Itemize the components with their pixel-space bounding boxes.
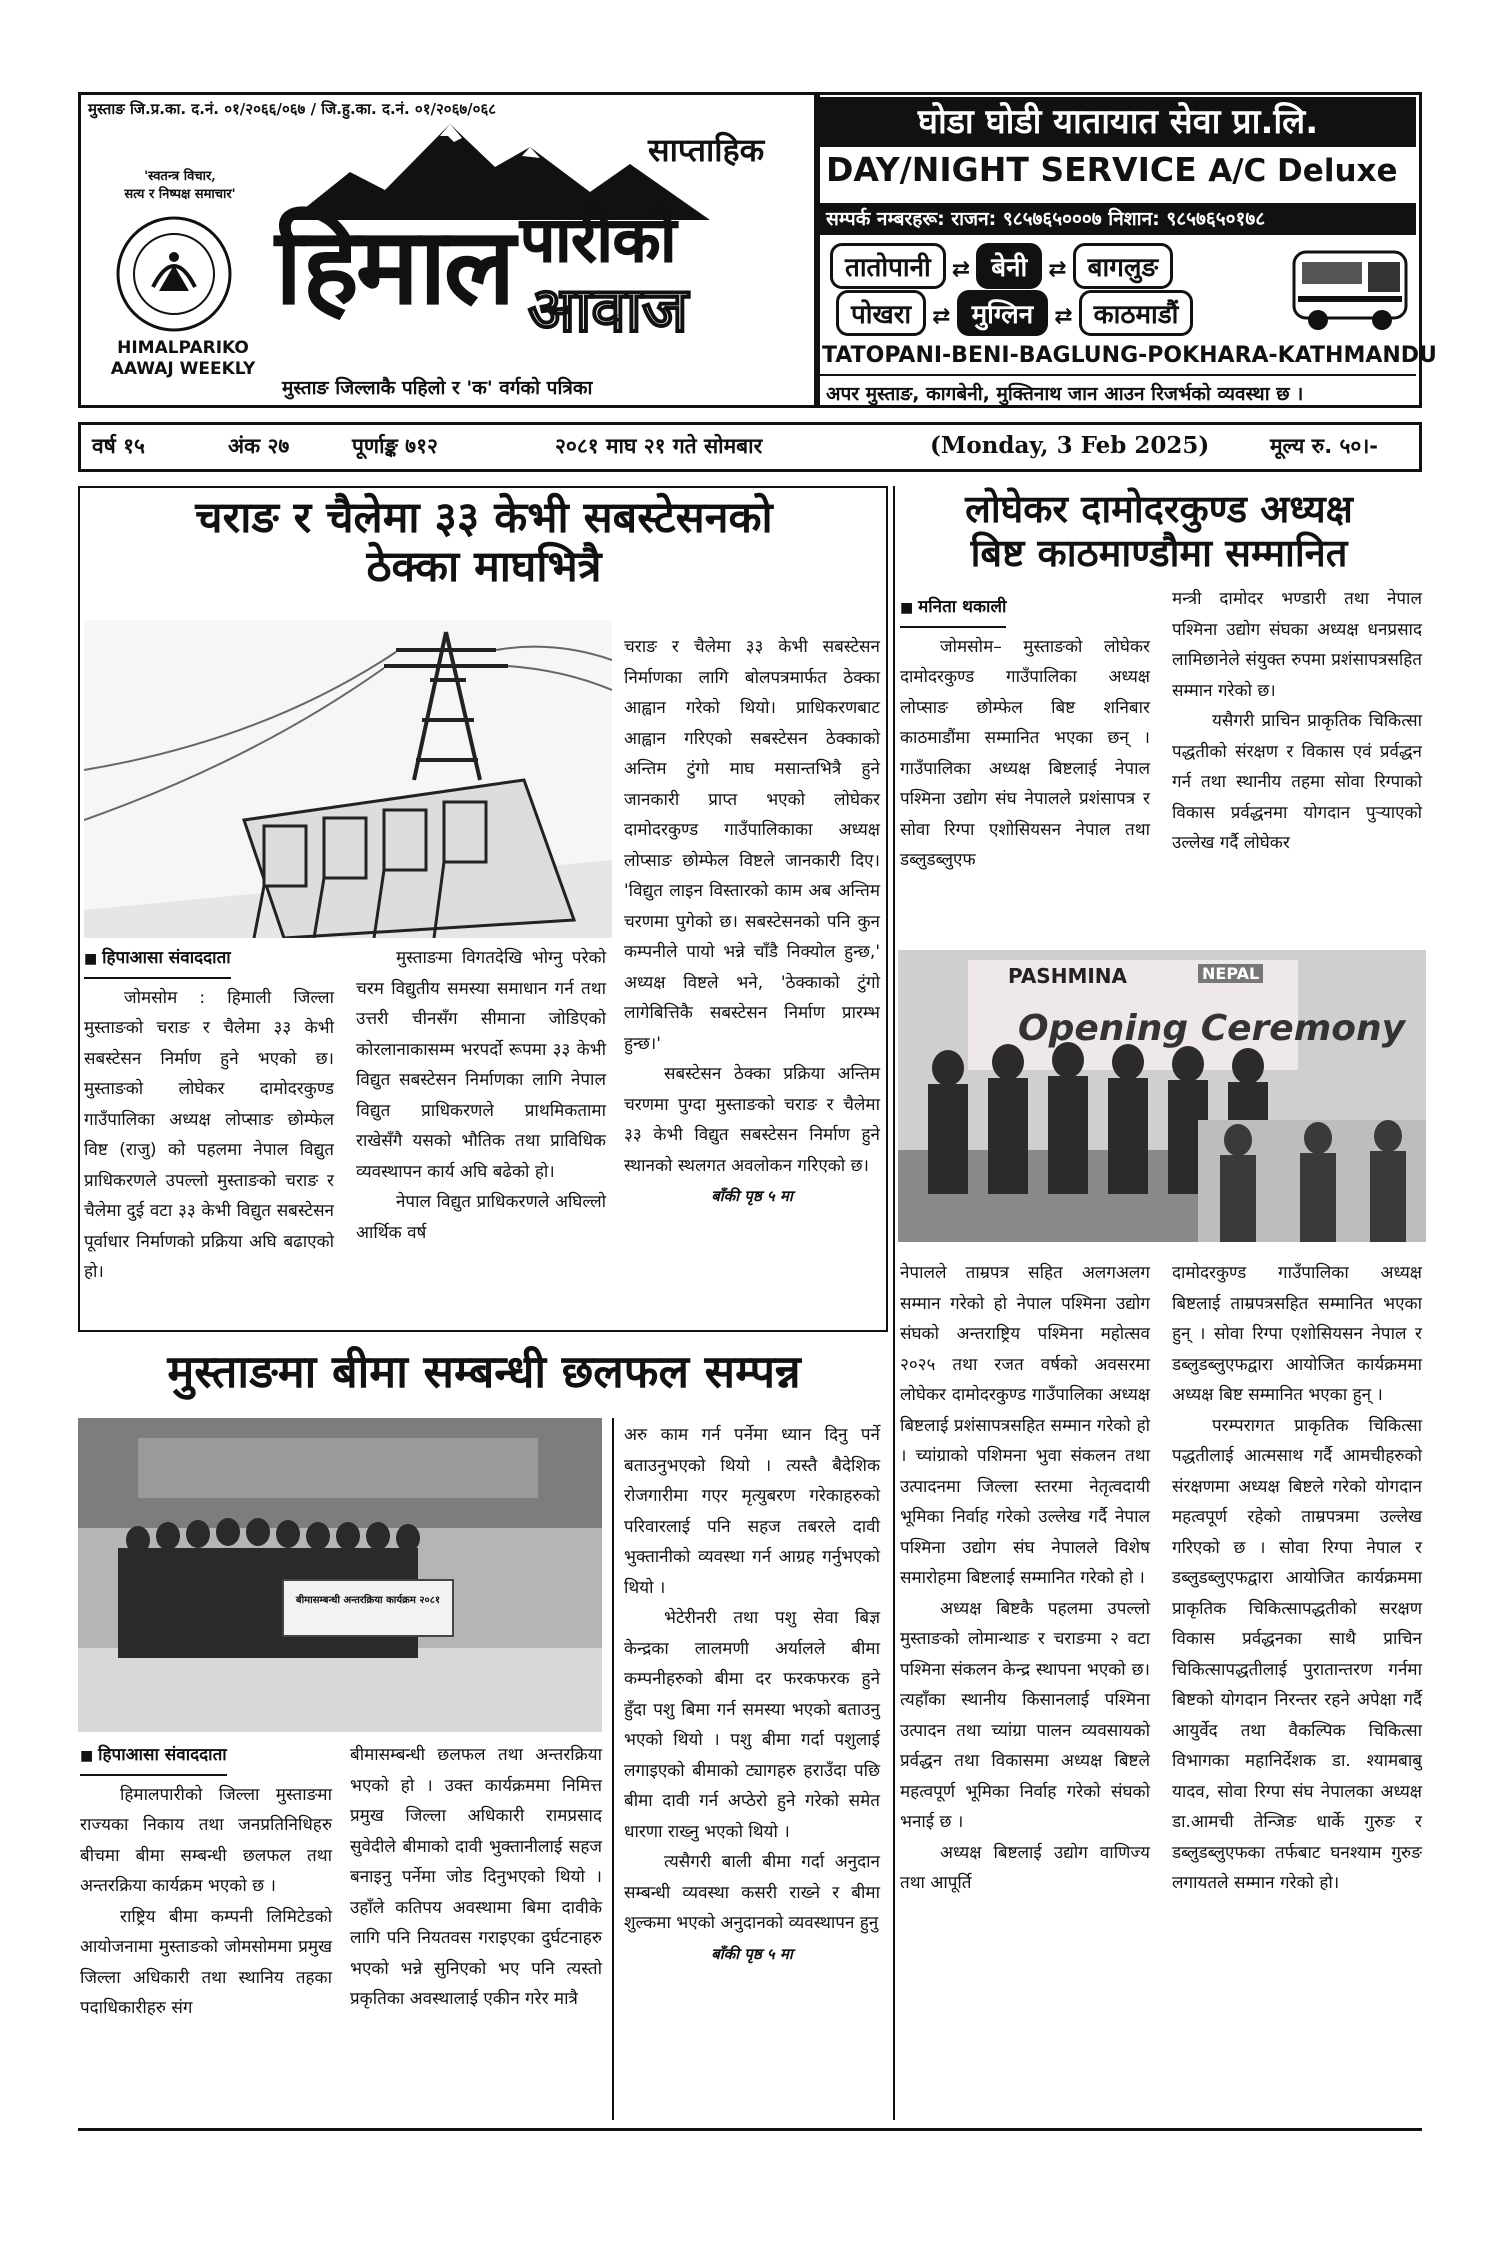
story-1-col-1 [84, 943, 334, 1288]
story-2-col-2 [1172, 584, 1422, 859]
date-english: (Monday, 3 Feb 2025) [930, 432, 1210, 459]
story-3-paragraph: भेटेरीनरी तथा पशु सेवा बिज्ञ केन्द्रका लालमणी अर्यालले बीमा कम्पनीहरुको बीमा दर फरकफरक हुने हुँदा पशु बिमा गर्न समस्या भएको बताउनु भएको थियो । पशु बीमा गर्दा पशुलाई लगाइएको बीमाको ट्यागहरु हराउँदा पछि बीमा दावी गर्न अप्ठेरो हुने गरेको समेत धारणा राख्नु भएको थियो । [624, 1608, 880, 1842]
story-2-paragraph: परम्परागत प्राकृतिक चिकित्सा पद्धतीलाई आत्मसाथ गर्दै आमचीहरुको संरक्षणमा अध्यक्ष बिष्टले गरेको योगदान महत्वपूर्ण रहेको ताम्रपत्रमा उल्लेख गरिएको छ । सोवा रिग्पा नेपाल र डब्लुडब्लुएफद्वारा आयोजित कार्यक्रममा प्राकृतिक चिकित्सापद्धतीको सरक्षण विकास प्रर्वद्धनका साथै प्राचिन चिकित्सापद्धतीलाई पुरातान्तरण गर्नमा बिष्टको योगदान निरन्तर रहने अपेक्षा गर्दै आयुर्वेद तथा वैकल्पिक चिकित्सा विभागका महानिर्देशक डा. श्यामबाबु यादव, सोवा रिग्पा संघ नेपालका अध्यक्ष डा.आमची तेन्जिङ धार्के गुरुङ र डब्लुडब्लुएफका तर्फबाट घनश्याम गुरुङ लगायतले सम्मान गरेको हो। [1172, 1415, 1422, 1893]
ad-service [826, 150, 1398, 189]
tagline: मुस्ताङ जिल्लाकै पहिलो र 'क' वर्गको पत्रिका [282, 377, 593, 399]
story-3-paragraph: त्यसैगरी बाली बीमा गर्दा अनुदान सम्बन्धी व्यवस्था कसरी राख्ने र बीमा शुल्कमा भएको अनुदानको व्यवस्थापन हुनु [624, 1852, 880, 1933]
date-nepali: २०८१ माघ २१ गते सोमबार [555, 434, 763, 458]
story-1-headline [84, 494, 884, 593]
story-1-byline: ■ हिपाआसा संवाददाता [84, 943, 231, 979]
ad-route-english: TATOPANI-BENI-BAGLUNG-POKHARA-KATHMANDU [822, 343, 1437, 368]
story-3-headline: मुस्ताङमा बीमा सम्बन्धी छलफल सम्पन्न [167, 1345, 801, 1398]
story-3-photo-banner: बीमासम्बन्धी अन्तरक्रिया कार्यक्रम २०८१ [295, 1595, 441, 1606]
story-1-paragraph: सबस्टेसन ठेक्का प्रक्रिया अन्तिम चरणमा पुग्दा मुस्ताङको चराङ र चैलेमा ३३ केभी विद्युत सबस्टेसन निर्माण हुने स्थानको स्थलगत अवलोकन गरिएको छ। [624, 1064, 880, 1176]
slogan-line-1: 'स्वतन्त्र विचार, [144, 169, 216, 184]
bus-icon [1290, 240, 1412, 336]
slogan [90, 168, 270, 204]
story-1-col-3 [624, 632, 880, 1212]
slogan-line-2: सत्य र निष्पक्ष समाचार' [124, 187, 236, 202]
story-2-paragraph: अध्यक्ष बिष्टलाई उद्योग वाणिज्य तथा आपूर्ति [900, 1842, 1150, 1893]
story-1-paragraph: जोमसोम : हिमाली जिल्ला मुस्ताङको चराङ र चैलेमा ३३ केभी सबस्टेसन निर्माण हुने भएको छ। मुस्ताङको लोघेकर दामोदरकुण्ड गाउँपालिका अध्यक्ष लोप्साङ छोम्फेल विष्ट (राजु) को पहलमा नेपाल विद्युत प्राधिकरणले उपल्लो मुस्ताङको चराङ र चैलेमा दुई वटा ३३ केभी विद्युत सबस्टेसन पूर्वाधार निर्माणको प्रक्रिया अघि बढाएको हो। [84, 987, 334, 1282]
route-stop: काठमाडौं [1079, 290, 1194, 336]
photo-banner-ceremony: Opening Ceremony [1018, 1008, 1406, 1049]
substation-illustration [84, 620, 612, 938]
story-3-paragraph: हिमालपारीको जिल्ला मुस्ताङमा राज्यका निकाय तथा जनप्रतिनिधिहरु बीचमा बीमा सम्बन्धी छलफल तथा अन्तरक्रिया कार्यक्रम भएको छ । [80, 1784, 332, 1896]
ad-route-row-2 [836, 290, 1193, 336]
title-main: हिमाल [275, 205, 513, 328]
title-right: पारीको [520, 203, 677, 276]
column-divider [612, 1418, 614, 2120]
story-2-headline-line-1: लोघेकर दामोदरकुण्ड अध्यक्ष [965, 487, 1353, 531]
story-2-headline-line-2: बिष्ट काठमाण्डौमा सम्मानित [970, 530, 1348, 575]
story-2-col-1 [900, 592, 1150, 876]
story-2-headline [898, 488, 1420, 575]
story-2-paragraph: यसैगरी प्राचिन प्राकृतिक चिकित्सा पद्धतीको संरक्षण र विकास एवं प्रर्वद्धन गर्न तथा स्थानीय तहमा सोवा रिग्पाको विकास प्रर्वद्धनमा योगदान पुऱ्याएको उल्लेख गर्दै लोघेकर [1172, 711, 1422, 853]
story-2-paragraph: नेपालले ताम्रपत्र सहित अलगअलग सम्मान गरेको हो नेपाल पश्मिना उद्योग संघको अन्तराष्ट्रिय पश्मिना महोत्सव २०२५ तथा रजत वर्षको अवसरमा लोघेकर दामोदरकुण्ड गाउँपालिका अध्यक्ष बिष्टलाई प्रशंसापत्रसहित सम्मान गरेको हो । च्यांग्राको पशिमना भुवा संकलन तथा उत्पादनमा जिल्ला स्तरमा नेतृत्वदायी भूमिका निर्वाह गरेको उल्लेख गर्दै नेपाल पश्मिना उद्योग संघ नेपालले विशेष समारोहमा बिष्टलाई सम्मानित गरेको हो । [900, 1263, 1150, 1588]
ad-company: घोडा घोडी यातायात सेवा प्रा.लि. [820, 97, 1416, 147]
story-3-byline: ■ हिपाआसा संवाददाता [80, 1740, 227, 1776]
english-name-line-2: AAWAJ WEEKLY [110, 359, 256, 379]
issue: अंक २७ [228, 434, 290, 458]
price: मूल्य रु. ५०।- [1270, 434, 1379, 458]
english-name-line-1: HIMALPARIKO [117, 338, 249, 358]
ad-note: अपर मुस्ताङ, कागबेनी, मुक्तिनाथ जान आउन रिजर्भको व्यवस्था छ । [820, 374, 1416, 410]
column-divider [893, 486, 895, 2120]
route-stop: बेनी [976, 243, 1042, 289]
english-masthead-name [88, 338, 278, 380]
story-3-paragraph: राष्ट्रिय बीमा कम्पनी लिमिटेडको आयोजनामा मुस्ताङको जोमसोममा प्रमुख जिल्ला अधिकारी तथा स्थानिय तहका पदाधिकारीहरु संग [80, 1906, 332, 2018]
volume: वर्ष १५ [92, 434, 145, 458]
route-stop: पोखरा [836, 290, 926, 336]
registration-line: मुस्ताङ जि.प्र.का. द.नं. ०१/२०६६/०६७ / जि.हु.का. द.नं. ०१/२०६७/०६८ [88, 100, 497, 118]
ad-route-row-1 [830, 243, 1173, 289]
story-2-col-3 [900, 1258, 1150, 1899]
route-stop: तातोपानी [830, 243, 946, 289]
story-1-paragraph: मुस्ताङमा विगतदेखि भोग्नु परेको चरम विद्युतीय समस्या समाधान गर्न तथा उत्तरी चीनसँग सीमाना जोडिएको कोरलानाकासम्म भरपर्दो रूपमा ३३ केभी विद्युत सबस्टेसन निर्माणका लागि नेपाल विद्युत प्राधिकरणले प्राथमिकतामा राखेसँगै यसको भौतिक तथा प्राविधिक व्यवस्थापन कार्य अघि बढेको हो। [356, 948, 606, 1182]
story-3-col-3 [624, 1420, 880, 1969]
photo-banner-nepal: NEPAL [1198, 964, 1263, 983]
route-arrow-icon: ⇄ [1054, 304, 1073, 329]
ad-contact: सम्पर्क नम्बरहरू: राजन: ९८५७६५०००७ निशान: ९८५७६५०१७८ [820, 203, 1416, 235]
story-2-photo [898, 950, 1426, 1242]
story-1-col-2 [356, 943, 606, 1248]
story-3-continued: बाँकी पृष्ठ ५ मा [711, 1944, 793, 1963]
story-3-col-1 [80, 1740, 332, 2024]
story-3-paragraph: बीमासम्बन्धी छलफल तथा अन्तरक्रिया भएको हो । उक्त कार्यक्रममा निमित्त प्रमुख जिल्ला अधिकारी रामप्रसाद सुवेदीले बीमाको दावी भुक्तानीलाई सहज बनाइनु पर्नेमा जोड दिनुभएको थियो । उहाँले कतिपय अवस्थामा बिमा दावीके लागि पनि नियतवस गराइएका दुर्घटनाहरु भएको भन्ने सुनिएको भए पनि त्यस्तो प्रकृतिका अवस्थालाई एकीन गरेर मात्रै [350, 1745, 602, 2009]
masthead-emblem [115, 215, 233, 333]
route-stop: मुग्लिन [957, 290, 1049, 336]
story-1-continued: बाँकी पृष्ठ ५ मा [711, 1187, 793, 1205]
ad-class-label: A/C Deluxe [1208, 153, 1398, 189]
story-2-paragraph: मन्त्री दामोदर भण्डारी तथा नेपाल पश्मिना उद्योग संघका अध्यक्ष धनप्रसाद लामिछानेले संयुक्त रुपमा प्रशंसापत्रसहित सम्मान गरेको छ। [1172, 589, 1422, 701]
story-2-paragraph: जोमसोम– मुस्ताङको लोघेकर दामोदरकुण्ड गाउँपालिका अध्यक्ष लोप्साङ छोम्फेल बिष्ट शनिबार काठमाडौंमा सम्मानित भएका छन् । गाउँपालिका अध्यक्ष बिष्टलाई नेपाल पश्मिना उद्योग संघ नेपालले प्रशंसापत्र र सोवा रिग्पा एशोसियसन नेपाल तथा डब्लुडब्लुएफ [900, 636, 1150, 870]
story-1-headline-line-2: ठेक्का माघभित्रै [366, 542, 602, 593]
ad-service-label: DAY/NIGHT SERVICE [826, 150, 1197, 189]
story-3-col-2 [350, 1740, 602, 2015]
story-1-paragraph: चराङ र चैलेमा ३३ केभी सबस्टेसन निर्माणका लागि बोलपत्रमार्फत ठेक्का आह्वान गरेको थियो। प्राधिकरणबाट आह्वान गरिएको सबस्टेसन ठेक्काको अन्तिम टुंगो माघ मसान्तभित्रै हुने जानकारी प्राप्त भएको लोघेकर दामोदरकुण्ड गाउँपालिकाका अध्यक्ष लोप्साङ छोम्फेल विष्टले जानकारी दिए। 'विद्युत लाइन विस्तारको काम अब अन्तिम चरणमा पुगेको छ। सबस्टेसनको पनि कुन कम्पनीले पायो भन्ने चाँडै निक्योल हुन्छ,' अध्यक्ष विष्टले भने, 'ठेक्काको टुंगो लागेबित्तिकै सबस्टेसन निर्माण प्रारम्भ हुन्छ।' [624, 637, 880, 1054]
serial-number: पूर्णाङ्क ७१२ [352, 434, 438, 458]
route-arrow-icon: ⇄ [951, 257, 971, 282]
page-bottom-rule [78, 2128, 1422, 2131]
title-sub: आवाज [528, 273, 688, 346]
route-arrow-icon: ⇄ [932, 304, 951, 329]
story-2-col-4 [1172, 1258, 1422, 1899]
route-stop: बागलुङ [1073, 243, 1173, 289]
story-1-headline-line-1: चराङ र चैलेमा ३३ केभी सबस्टेसनको [195, 493, 773, 543]
weekly-label: साप्ताहिक [648, 131, 765, 169]
story-2-byline: ■ मनिता थकाली [900, 592, 1006, 628]
story-2-paragraph: अध्यक्ष बिष्टकै पहलमा उपल्लो मुस्ताङको लोमान्थाङ र चराङमा २ वटा पश्मिना संकलन केन्द्र स्थापना भएको छ। त्यहाँका स्थानीय किसानलाई पश्मिना उत्पादन तथा च्यांग्रा पालन व्यवसायको प्रर्वद्धन तथा विकासमा अध्यक्ष बिष्टले महत्वपूर्ण भूमिका निर्वाह गरेको संघको भनाई छ । [900, 1598, 1150, 1832]
route-arrow-icon: ⇄ [1048, 257, 1067, 282]
story-3-photo [78, 1418, 602, 1732]
story-3-paragraph: अरु काम गर्न पर्नेमा ध्यान दिनु पर्ने बताउनुभएको थियो । त्यस्तै बैदेशिक रोजगारीमा गएर मृत्युबरण गरेकाहरुको परिवारलाई पनि सहज तबरले दावी भुक्तानीको व्यवस्था गर्न आग्रह गर्नुभएको थियो । [624, 1425, 880, 1598]
photo-banner-pashmina: PASHMINA [1008, 964, 1128, 988]
story-2-paragraph: दामोदरकुण्ड गाउँपालिका अध्यक्ष बिष्टलाई ताम्रपत्रसहित सम्मानित भएका हुन् । सोवा रिग्पा एशोसियसन नेपाल र डब्लुडब्लुएफद्वारा आयोजित कार्यक्रममा अध्यक्ष बिष्ट सम्मानित भएका हुन् । [1172, 1263, 1422, 1405]
story-1-paragraph: नेपाल विद्युत प्राधिकरणले अघिल्लो आर्थिक वर्ष [356, 1192, 606, 1243]
